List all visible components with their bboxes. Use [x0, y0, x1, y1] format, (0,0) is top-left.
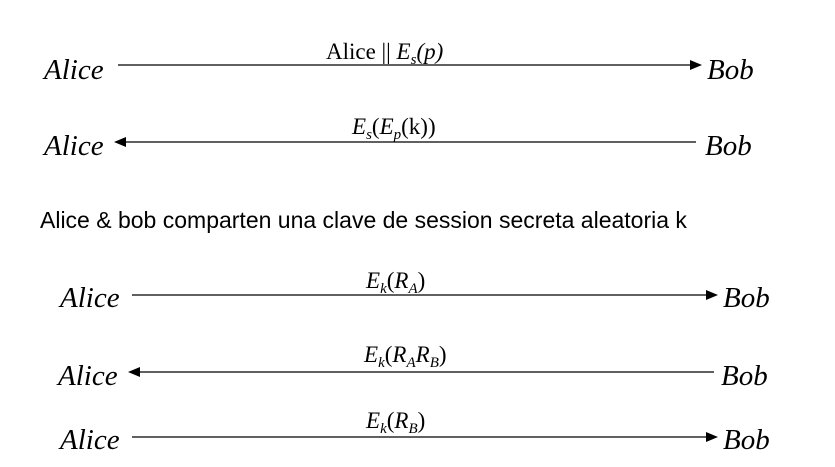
- sender-label-alice: Alice: [58, 360, 118, 392]
- arrowhead-right: [690, 60, 702, 70]
- message-row-4: [56, 342, 768, 392]
- inner-encryption-function: E: [379, 114, 394, 139]
- inner-key-subscript: p: [393, 127, 402, 143]
- nonce: R: [394, 268, 409, 293]
- message-row-5: [58, 408, 770, 456]
- close-paren: ): [427, 114, 436, 139]
- message-label: [365, 408, 425, 437]
- open-paren: (: [384, 342, 393, 367]
- close-paren: ): [438, 342, 447, 367]
- encryption-function: E: [396, 39, 411, 64]
- message-argument: (p): [416, 39, 444, 64]
- message-row-3: [58, 268, 770, 314]
- arrowhead-left: [114, 137, 126, 147]
- message-row-1: [42, 39, 754, 86]
- session-key-note: Alice & bob comparten una clave de session secreta aleatoria k: [40, 207, 687, 233]
- close-paren: ): [417, 408, 426, 433]
- nonce-subscript: A: [406, 355, 416, 371]
- open-paren: (: [386, 268, 395, 293]
- receiver-label-bob: Bob: [721, 360, 768, 392]
- receiver-label-bob: Bob: [707, 54, 754, 86]
- sender-label-alice: Alice: [44, 130, 104, 162]
- message-label: [351, 114, 436, 143]
- receiver-label-bob: Bob: [723, 424, 770, 456]
- nonce-subscript: B: [408, 421, 418, 437]
- encryption-function: E: [366, 408, 381, 433]
- key-subscript: s: [366, 127, 372, 143]
- nonce: R: [394, 408, 409, 433]
- close-paren: ): [417, 268, 426, 293]
- key-subscript: s: [410, 52, 417, 68]
- receiver-label-bob: Bob: [723, 282, 770, 314]
- sender-label-alice: Alice: [60, 424, 120, 456]
- key-subscript: k: [378, 355, 385, 371]
- open-paren: (: [371, 114, 380, 139]
- message-row-2: [42, 114, 752, 162]
- sender-label-alice: Alice: [60, 282, 120, 314]
- inner-argument: (k): [401, 114, 428, 139]
- sender-label-alice: Alice: [44, 54, 104, 86]
- arrowhead-right: [706, 290, 718, 300]
- receiver-label-bob: Bob: [705, 130, 752, 162]
- encryption-function: E: [364, 342, 379, 367]
- message-label: [326, 39, 443, 68]
- key-subscript: k: [380, 281, 387, 297]
- key-subscript: k: [380, 421, 387, 437]
- message-label: [365, 268, 425, 297]
- nonce: R: [392, 342, 407, 367]
- arrowhead-right: [706, 432, 718, 442]
- encryption-function: E: [352, 114, 367, 139]
- nonce-subscript: A: [408, 281, 418, 297]
- message-label: [363, 342, 447, 371]
- second-nonce-subscript: B: [429, 355, 439, 371]
- second-nonce: R: [415, 342, 430, 367]
- open-paren: (: [386, 408, 395, 433]
- arrowhead-left: [128, 367, 140, 377]
- message-prefix: Alice ||: [326, 39, 397, 64]
- encryption-function: E: [366, 268, 381, 293]
